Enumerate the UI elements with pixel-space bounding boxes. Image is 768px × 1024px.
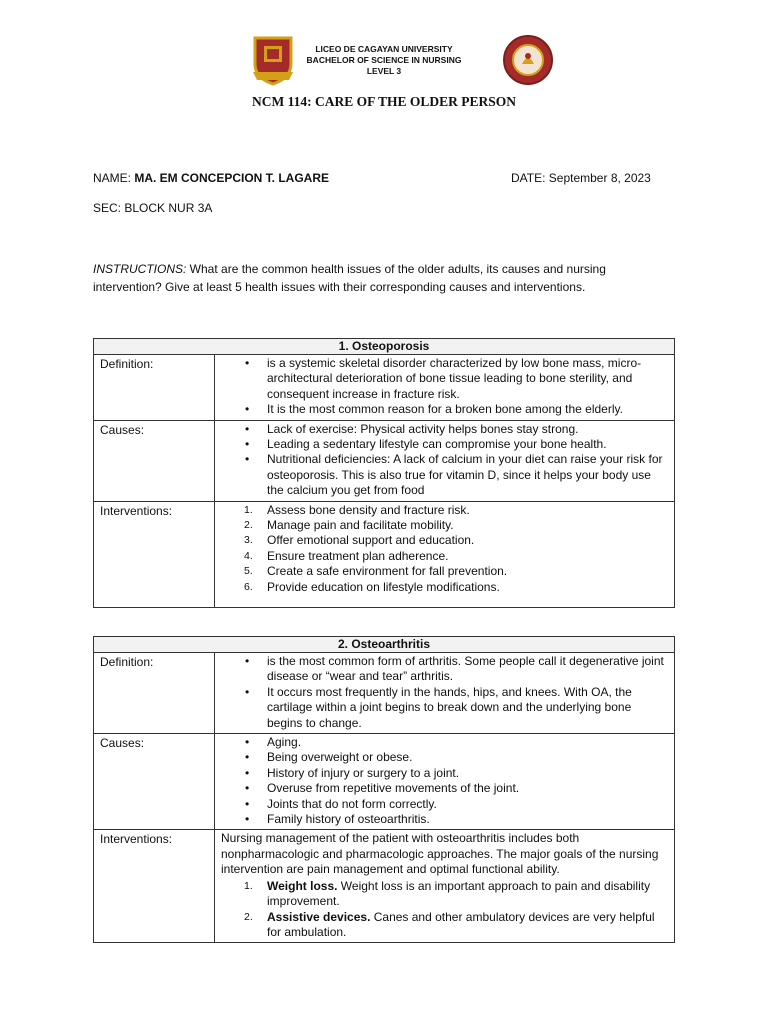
row-label: Causes: xyxy=(94,734,215,830)
row-label: Interventions: xyxy=(94,830,215,943)
list-item: • Overuse from repetitive movements of the joint. xyxy=(267,781,668,796)
university-heading xyxy=(284,44,484,77)
list-item: • Being overweight or obese. xyxy=(267,750,668,765)
list-item: • Lack of exercise: Physical activity helps bones stay strong. xyxy=(267,422,668,437)
university-name: LICEO DE CAGAYAN UNIVERSITY xyxy=(315,44,453,54)
instructions xyxy=(93,260,653,296)
interventions-intro: Nursing management of the patient with osteoarthritis includes both nonpharmacologic and pharmacologic approaches. The major goals of the nursing intervention are pain management and optimal functional ability. xyxy=(221,831,659,877)
interventions-row xyxy=(94,501,675,607)
interventions-list xyxy=(215,502,674,597)
list-item: 3. Offer emotional support and education. xyxy=(244,533,475,548)
course-title: NCM 114: CARE OF THE OLDER PERSON xyxy=(251,94,517,109)
list-item: • Family history of osteoarthritis. xyxy=(267,812,668,827)
list-item: • Aging. xyxy=(267,735,668,750)
list-item: • is a systemic skeletal disorder characterized by low bone mass, micro-architectural deterioration of bone tissue leading to bone sterility, and consequent increase in fracture risk. xyxy=(267,356,668,402)
list-item: 5. Create a safe environment for fall prevention. xyxy=(244,564,508,579)
list-item: • is the most common form of arthritis. Some people call it degenerative joint disease or “wear and tear” arthritis. xyxy=(267,654,668,685)
causes-row xyxy=(94,420,675,501)
row-label: Causes: xyxy=(94,420,215,501)
causes-row xyxy=(94,734,675,830)
interventions-row xyxy=(94,830,675,943)
row-label: Interventions: xyxy=(94,501,215,607)
osteoarthritis-table xyxy=(93,636,675,943)
list-item: • Leading a sedentary lifestyle can compromise your bone health. xyxy=(267,437,668,452)
student-name: MA. EM CONCEPCION T. LAGARE xyxy=(134,171,330,185)
list-item: 2. Manage pain and facilitate mobility. xyxy=(244,518,454,533)
instructions-label: INSTRUCTIONS: xyxy=(93,262,187,276)
definition-list xyxy=(215,355,674,420)
row-label: Definition: xyxy=(94,653,215,734)
instructions-text: What are the common health issues of the older adults, its causes and nursing intervention? Give at least 5 health issues with their corresponding causes and interventions. xyxy=(93,262,606,294)
causes-list xyxy=(215,421,674,501)
list-item: • History of injury or surgery to a joint. xyxy=(267,766,668,781)
list-item: • Nutritional deficiencies: A lack of calcium in your diet can raise your risk for osteoporosis. This is also true for vitamin D, since it helps your body use the calcium you get from food xyxy=(267,452,668,498)
level-label: LEVEL 3 xyxy=(366,66,402,76)
definition-list xyxy=(215,653,674,733)
document-header xyxy=(0,34,768,90)
definition-row xyxy=(94,653,675,734)
list-item: 4. Ensure treatment plan adherence. xyxy=(244,548,449,563)
row-label: Definition: xyxy=(94,355,215,421)
table-title: 1. Osteoporosis xyxy=(94,339,675,355)
program-name: BACHELOR OF SCIENCE IN NURSING xyxy=(306,55,462,65)
interventions-list xyxy=(215,878,674,943)
table-title: 2. Osteoarthritis xyxy=(94,637,675,653)
causes-list xyxy=(215,734,674,829)
student-name-line xyxy=(93,171,329,185)
list-item: • Joints that do not form correctly. xyxy=(267,797,668,812)
nursing-college-seal-logo xyxy=(502,34,554,86)
name-label: NAME: xyxy=(93,171,135,185)
list-item: 6. Provide education on lifestyle modifications. xyxy=(244,579,500,594)
section-line: SEC: BLOCK NUR 3A xyxy=(93,201,213,215)
list-item: 2. Assistive devices. Canes and other ambulatory devices are very helpful for ambulation. xyxy=(244,909,655,939)
list-item: 1. Weight loss. Weight loss is an important approach to pain and disability improvement. xyxy=(244,878,651,909)
osteoporosis-table xyxy=(93,338,675,608)
list-item: • It is the most common reason for a broken bone among the elderly. xyxy=(267,402,668,417)
list-item: • It occurs most frequently in the hands, hips, and knees. With OA, the cartilage within a joint begins to break down and the underlying bone begins to change. xyxy=(267,685,668,731)
list-item: 1. Assess bone density and fracture risk. xyxy=(244,502,470,517)
definition-row xyxy=(94,355,675,421)
date-line: DATE: September 8, 2023 xyxy=(511,171,651,185)
